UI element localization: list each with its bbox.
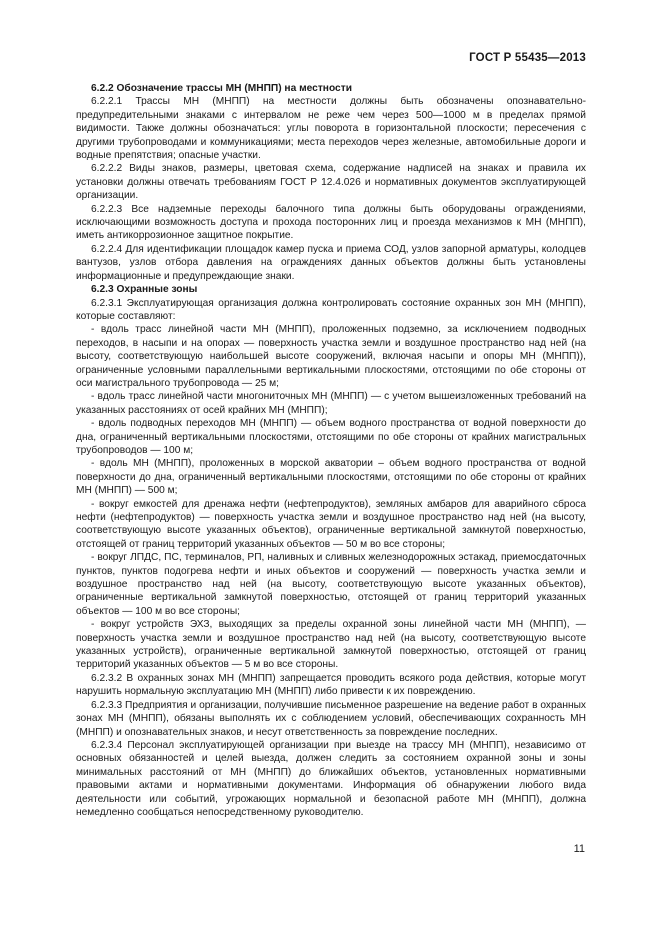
list-item-linear-part: - вдоль трасс линейной части МН (МНПП), проложенных подземно, за исключением подводных переходов, в насыпи и на опорах — поверхность участка земли и воздушное пространство над ней (на высоту, соответствующую наибольшей высоте сооружений, включая насыпи и опоры МН (МНПП)), ограниченные условными параллельными вертикальными плоскостями, отстоящими по обе стороны от оси магистрального трубопровода — 25 м; xyxy=(76,324,586,389)
paragraph-6-2-2-2: 6.2.2.2 Виды знаков, размеры, цветовая схема, содержание надписей на знаках и правила их установки должны отвечать требованиям ГОСТ Р 12.4.026 и нормативных документов эксплуатирующей организации. xyxy=(76,163,586,202)
list-item-ehz: - вокруг устройств ЭХЗ, выходящих за пределы охранной зоны линейной части МН (МНПП), — поверхность участка земли и воздушное пространство над ней (на высоту, соответствующую высоте указанных устройств), ограниченные вертикальной замкнутой поверхностью, отстоящей от границ территорий указанных объектов — 5 м во все стороны. xyxy=(76,619,586,671)
list-item-drainage: - вокруг емкостей для дренажа нефти (нефтепродуктов), земляных амбаров для аварийного сброса нефти (нефтепродуктов) — поверхность участка земли и воздушное пространство над ней (на высоту, соответствующую высоте указанных объектов), ограниченные вертикальной замкнутой поверхностью, отстоящей от границ территорий указанных объектов — 50 м во все стороны; xyxy=(76,498,586,550)
paragraph-6-2-3-2: 6.2.3.2 В охранных зонах МН (МНПП) запрещается проводить всякого рода действия, которые могут нарушить нормальную эксплуатацию МН (МНПП) либо привести к их повреждению. xyxy=(76,672,586,698)
paragraph-6-2-2-3: 6.2.2.3 Все надземные переходы балочного типа должны быть оборудованы ограждениями, исключающими возможность доступа и прохода посторонних лиц и проезда механизмов к МН (МНПП), иметь антикоррозионное защитное покрытие. xyxy=(76,203,586,242)
list-item-stations: - вокруг ЛПДС, ПС, терминалов, РП, наливных и сливных железнодорожных эстакад, приемосдаточных пунктов, пунктов подогрева нефти и иных объектов и сооружений — поверхность участка земли и воздушное пространство над ней (на высоту, соответствующую высоте указанных объектов), ограниченные вертикальной замкнутой поверхностью, отстоящей от границ территорий указанных объектов — 100 м во все стороны; xyxy=(76,552,586,617)
list-item-multi-line: - вдоль трасс линейной части многониточных МН (МНПП) — с учетом вышеизложенных требований на указанных расстояниях от осей крайних МН (МНПП); xyxy=(76,391,586,416)
paragraph-6-2-3-4: 6.2.3.4 Персонал эксплуатирующей организации при выезде на трассу МН (МНПП), независимо от основных обязанностей и целей выезда, должен следить за состоянием охранной зоны и зоны минимальных расстояний от МН (МНПП) до ближайших объектов, установленных нормативными правовыми актами и нормативными документами. Информация об обнаружении любого вида деятельности или событий, угрожающих нормальной и безопасной работе МН (МНПП), должна немедленно сообщаться непосредственному руководителю. xyxy=(76,739,586,818)
page-number: 11 xyxy=(573,843,585,855)
document-body xyxy=(76,82,586,819)
section-heading-6-2-2: 6.2.2 Обозначение трассы МН (МНПП) на местности xyxy=(91,83,352,94)
section-heading-6-2-3: 6.2.3 Охранные зоны xyxy=(91,284,198,296)
paragraph-6-2-2-4: 6.2.2.4 Для идентификации площадок камер пуска и приема СОД, узлов запорной арматуры, колодцев вантузов, узлов отбора давления на ограждениях данных объектов должны быть установлены информационные и предупреждающие знаки. xyxy=(76,243,586,282)
list-item-sea: - вдоль МН (МНПП), проложенных в морской акватории – объем водного пространства от водной поверхности до дна, ограниченный вертикальными плоскостями, отстоящими по обе стороны от крайних МН (МНПП) — 500 м; xyxy=(76,458,586,497)
paragraph-6-2-3-3: 6.2.3.3 Предприятия и организации, получившие письменное разрешение на ведение работ в охранных зонах МН (МНПП), обязаны выполнять их с соблюдением условий, обеспечивающих сохранность МН (МНПП) и опознавательных знаков, и несут ответственность за повреждение последних. xyxy=(76,699,586,738)
paragraph-6-2-2-1: 6.2.2.1 Трассы МН (МНПП) на местности должны быть обозначены опознавательно-предупредительными знаками с интервалом не реже чем через 500—1000 м в пределах прямой видимости. Также должны обозначаться: углы поворота в горизонтальной плоскости; пересечения с другими трубопроводами и коммуникациями; места переходов через железные, автомобильные дороги и водные препятствия; опасные участки. xyxy=(76,96,586,162)
paragraph-6-2-3-1: 6.2.3.1 Эксплуатирующая организация должна контролировать состояние охранных зон МН (МНПП), которые составляют: xyxy=(76,297,586,322)
document-header: ГОСТ Р 55435—2013 xyxy=(469,52,586,64)
list-item-underwater: - вдоль подводных переходов МН (МНПП) — объем водного пространства от водной поверхности до дна, ограниченный вертикальными плоскостями, отстоящими по обе стороны от крайних магистральных трубопроводов — 100 м; xyxy=(76,418,586,456)
